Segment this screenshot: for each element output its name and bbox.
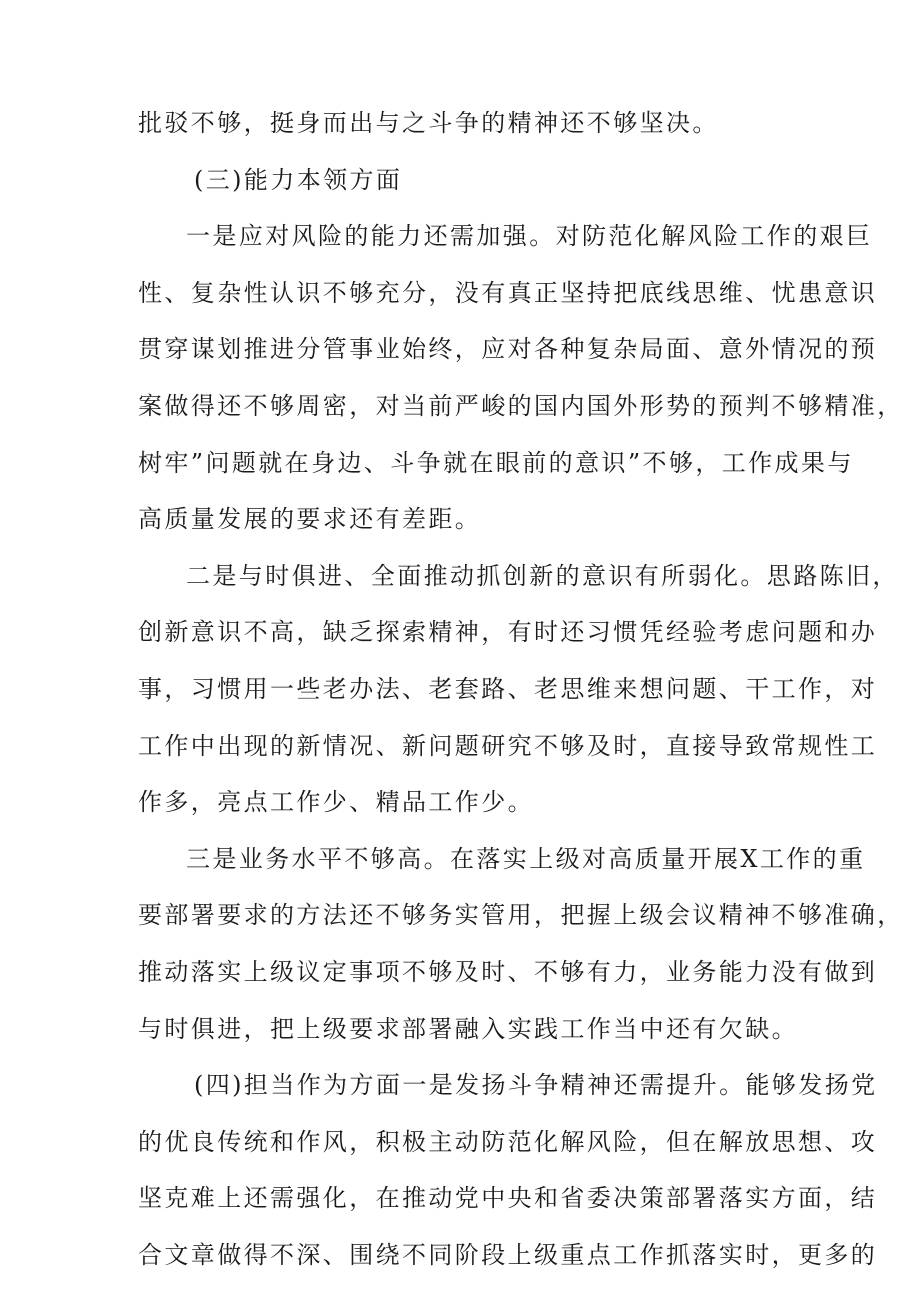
- paragraph-line: 二是与时俱进、全面推动抓创新的意识有所弱化。思路陈旧，: [186, 562, 899, 590]
- paragraph-line: 性、复杂性认识不够充分，没有真正坚持把底线思维、忧患意识: [138, 279, 878, 307]
- paragraph-line: 合文章做得不深、围绕不同阶段上级重点工作抓落实时，更多的: [138, 1241, 878, 1269]
- section-heading: (三)能力本领方面: [194, 166, 403, 194]
- paragraph-line: 一是应对风险的能力还需加强。对防范化解风险工作的艰巨: [186, 222, 873, 250]
- paragraph-line: 的优良传统和作风，积极主动防范化解风险，但在解放思想、攻: [138, 1128, 878, 1156]
- paragraph-line: 案做得还不够周密，对当前严峻的国内国外形势的预判不够精准，: [138, 392, 904, 420]
- paragraph-line: (四)担当作为方面一是发扬斗争精神还需提升。能够发扬党: [194, 1071, 878, 1099]
- paragraph-line: 要部署要求的方法还不够务实管用，把握上级会议精神不够准确，: [138, 901, 904, 929]
- paragraph-line: 高质量发展的要求还有差距。: [138, 505, 482, 533]
- paragraph-line: 贯穿谋划推进分管事业始终，应对各种复杂局面、意外情况的预: [138, 335, 878, 363]
- paragraph-line: 事，习惯用一些老办法、老套路、老思维来想问题、干工作，对: [138, 675, 878, 703]
- paragraph-line: 树牢”问题就在身边、斗争就在眼前的意识”不够，工作成果与: [138, 449, 854, 477]
- paragraph-line: 三是业务水平不够高。在落实上级对高质量开展X工作的重: [186, 845, 866, 873]
- paragraph-line: 批驳不够，挺身而出与之斗争的精神还不够坚决。: [138, 109, 719, 137]
- paragraph-line: 推动落实上级议定事项不够及时、不够有力，业务能力没有做到: [138, 958, 878, 986]
- paragraph-line: 作多，亮点工作少、精品工作少。: [138, 788, 534, 816]
- paragraph-line: 工作中出现的新情况、新问题研究不够及时，直接导致常规性工: [138, 732, 878, 760]
- paragraph-line: 坚克难上还需强化，在推动党中央和省委决策部署落实方面，结: [138, 1184, 878, 1212]
- paragraph-line: 创新意识不高，缺乏探索精神，有时还习惯凭经验考虑问题和办: [138, 618, 878, 646]
- paragraph-line: 与时俱进，把上级要求部署融入实践工作当中还有欠缺。: [138, 1015, 798, 1043]
